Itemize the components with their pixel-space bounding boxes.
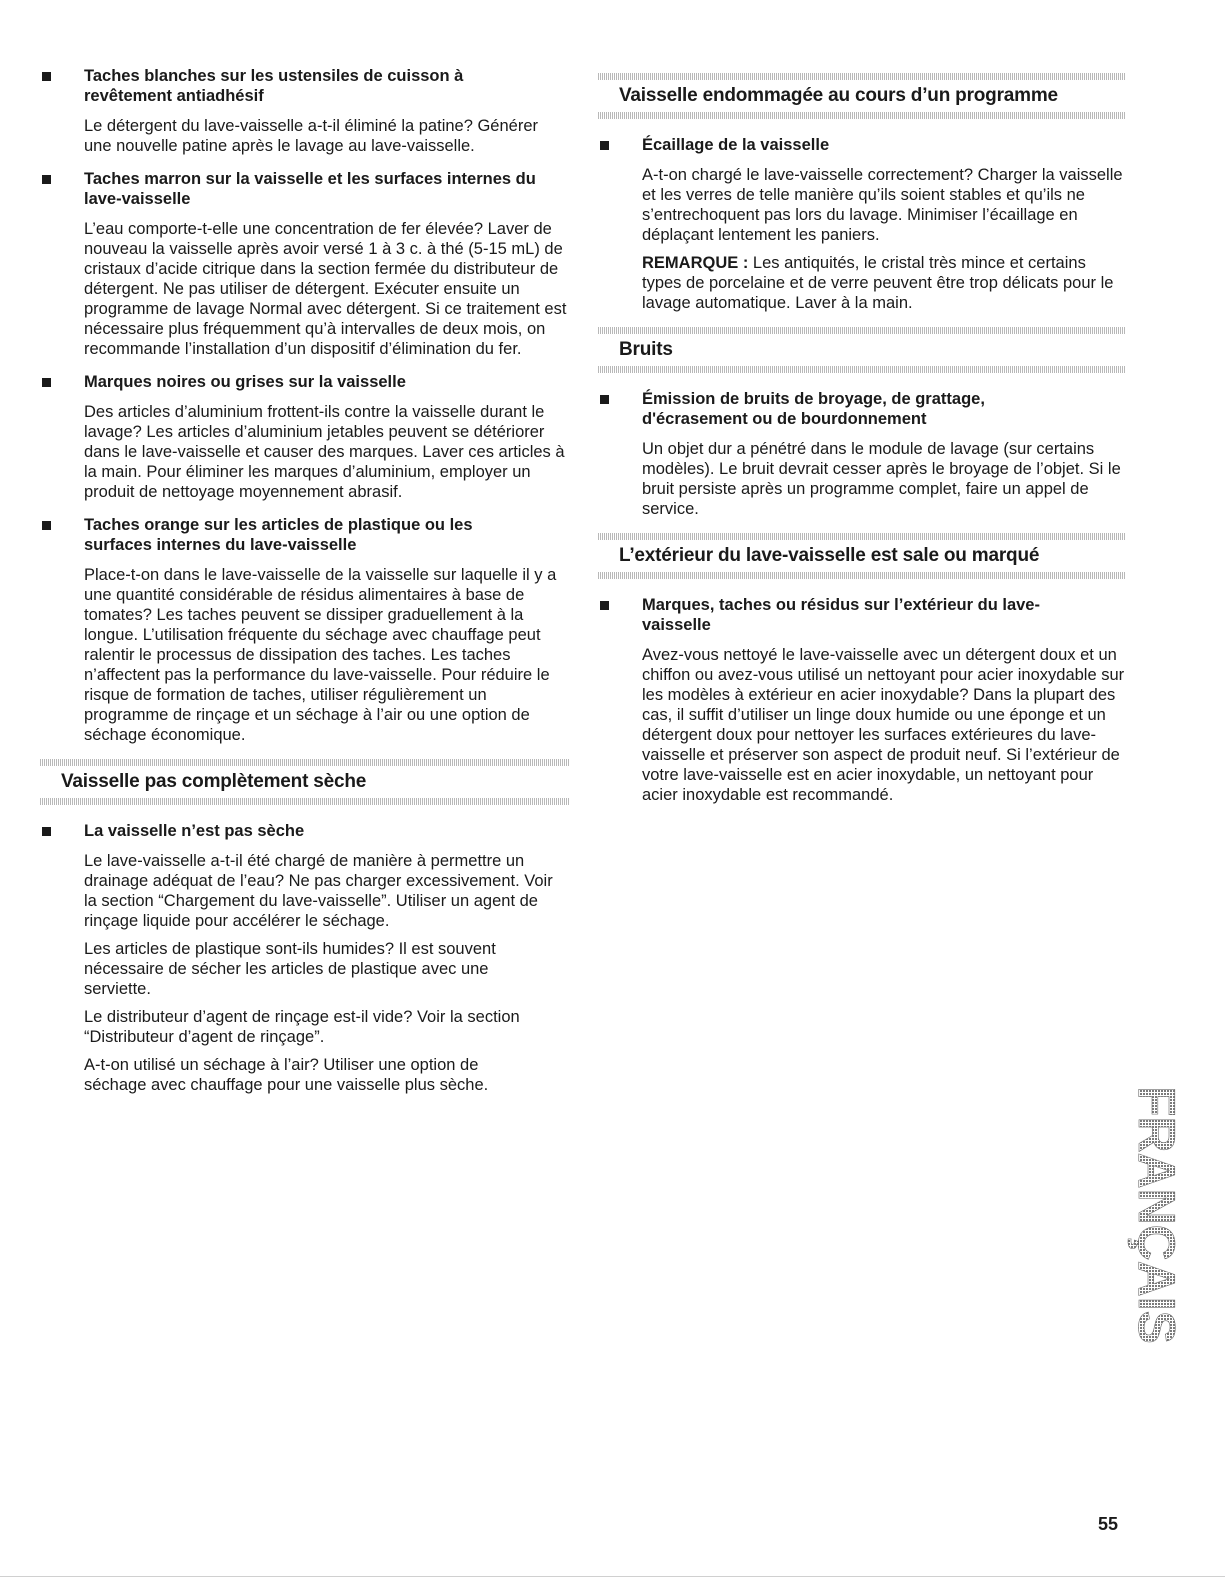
language-side-tab <box>1127 1084 1193 1355</box>
item-paragraph: Un objet dur a pénétré dans le module de lavage (sur certains modèles). Le bruit devrait cesser après le broyage de l’objet. Si le bruit persiste après un programme complet, faire un appel de service. <box>642 440 1121 518</box>
heading-band-bottom <box>598 112 1126 119</box>
list-item <box>598 389 1126 519</box>
item-paragraph: Les articles de plastique sont-ils humides? Il est souvent nécessaire de sécher les articles de plastique avec une serviette. <box>84 940 496 998</box>
list-item <box>598 135 1126 313</box>
item-paragraph: Le lave-vaisselle a-t-il été chargé de manière à permettre un drainage adéquat de l’eau? Ne pas charger excessivement. Voir la section “Chargement du lave-vaisselle”. Utiliser un agent de rinçage liquide pour accélérer le séchage. <box>84 852 553 930</box>
page-number: 55 <box>1098 1514 1119 1534</box>
left-column <box>40 0 570 1103</box>
item-paragraph: Des articles d’aluminium frottent-ils contre la vaisselle durant le lavage? Les articles d’aluminium jetables peuvent se détériorer dans le lave-vaisselle et causer des marques. Laver ces articles à la main. Pour éliminer les marques d’aluminium, employer un produit de nettoyage moyennement abrasif. <box>84 403 565 501</box>
bullet-icon <box>42 827 51 836</box>
heading-band-top <box>598 73 1126 80</box>
note-text: Les antiquités, le cristal très mince et certains types de porcelaine et de verre peuvent être trop délicats pour le lavage automatique. Laver à la main. <box>642 254 1114 312</box>
bullet-icon <box>42 72 51 81</box>
item-paragraph: Avez-vous nettoyé le lave-vaisselle avec un détergent doux et un chiffon ou avez-vous utilisé un nettoyant pour acier inoxydable sur les modèles à extérieur en acier inoxydable? Dans la plupart des cas, il suffit d’utiliser un linge doux humide ou une éponge et un détergent doux pour nettoyer les surfaces extérieures du lave-vaisselle et préserver son aspect de produit neuf. Si l’extérieur de votre lave-vaisselle est en acier inoxydable, un nettoyant pour acier inoxydable est recommandé. <box>642 646 1125 804</box>
note-label: REMARQUE : <box>642 254 749 272</box>
item-title: Taches marron sur la vaisselle et les surfaces internes du lave-vaisselle <box>84 170 536 208</box>
item-title: Marques noires ou grises sur la vaisselle <box>84 373 406 391</box>
list-item <box>598 595 1126 805</box>
item-title: Taches orange sur les articles de plastique ou les surfaces internes du lave-vaisselle <box>84 516 473 554</box>
bullet-icon <box>600 601 609 610</box>
item-paragraph: A-t-on utilisé un séchage à l’air? Utiliser une option de séchage avec chauffage pour une vaisselle plus sèche. <box>84 1056 489 1094</box>
heading-band-top <box>598 533 1126 540</box>
list-item <box>40 515 570 745</box>
item-paragraph: L’eau comporte-t-elle une concentration de fer élevée? Laver de nouveau la vaisselle après avoir versé 1 à 3 c. à thé (5-15 mL) de cristaux d’acide citrique dans la section fermée du distributeur de détergent. Ne pas utiliser de détergent. Exécuter ensuite un programme de lavage Normal avec détergent. Si ce traitement est nécessaire plus fréquemment qu’à intervalles de deux mois, on recommande l’installation d’un dispositif d’élimination du fer. <box>84 220 567 358</box>
side-tab-text: FRANÇAIS <box>1127 1086 1185 1355</box>
section-title: Vaisselle endommagée au cours d’un programme <box>619 85 1058 106</box>
item-paragraph: Place-t-on dans le lave-vaisselle de la vaisselle sur laquelle il y a une quantité considérable de résidus alimentaires à base de tomates? Les taches peuvent se dissiper graduellement à la longue. L’utilisation fréquente du séchage avec chauffage peut ralentir le processus de dissipation des taches. Les taches n’affectent pas la performance du lave-vaisselle. Pour réduire le risque de formation de taches, utiliser régulièrement un programme de rinçage et un séchage à l’air ou une option de séchage économique. <box>84 566 557 744</box>
list-item <box>40 169 570 359</box>
section-heading <box>40 759 570 805</box>
item-title: Taches blanches sur les ustensiles de cuisson à revêtement antiadhésif <box>84 67 464 105</box>
list-item <box>40 372 570 502</box>
item-paragraph: Le détergent du lave-vaisselle a-t-il éliminé la patine? Générer une nouvelle patine après le lavage au lave-vaisselle. <box>84 117 538 155</box>
bottom-rule <box>0 1576 1225 1577</box>
heading-band-bottom <box>598 366 1126 373</box>
heading-band-bottom <box>598 572 1126 579</box>
item-title: La vaisselle n’est pas sèche <box>84 822 305 840</box>
section-heading <box>598 327 1126 373</box>
section-title: L’extérieur du lave-vaisselle est sale ou marqué <box>619 545 1040 566</box>
section-title: Bruits <box>619 339 673 360</box>
note-paragraph <box>642 253 1126 313</box>
right-column <box>598 0 1126 813</box>
item-title: Marques, taches ou résidus sur l’extérieur du lave-vaisselle <box>642 596 1040 634</box>
list-item <box>40 821 570 1095</box>
list-item <box>40 66 570 156</box>
bullet-icon <box>42 378 51 387</box>
section-heading <box>598 533 1126 579</box>
bullet-icon <box>42 521 51 530</box>
bullet-icon <box>600 141 609 150</box>
item-title: Émission de bruits de broyage, de grattage, d'écrasement ou de bourdonnement <box>642 390 985 428</box>
section-heading <box>598 73 1126 119</box>
bullet-icon <box>42 175 51 184</box>
bullet-icon <box>600 395 609 404</box>
item-title: Écaillage de la vaisselle <box>642 136 830 154</box>
heading-band-bottom <box>40 798 570 805</box>
heading-band-top <box>598 327 1126 334</box>
item-paragraph: Le distributeur d’agent de rinçage est-il vide? Voir la section “Distributeur d’agent de rinçage”. <box>84 1008 520 1046</box>
section-title: Vaisselle pas complètement sèche <box>61 771 367 792</box>
heading-band-top <box>40 759 570 766</box>
item-paragraph: A-t-on chargé le lave-vaisselle correctement? Charger la vaisselle et les verres de telle manière qu’ils soient stables et qu’ils ne s’entrechoquent pas lors du lavage. Minimiser l’écaillage en déplaçant lentement les paniers. <box>642 166 1123 244</box>
